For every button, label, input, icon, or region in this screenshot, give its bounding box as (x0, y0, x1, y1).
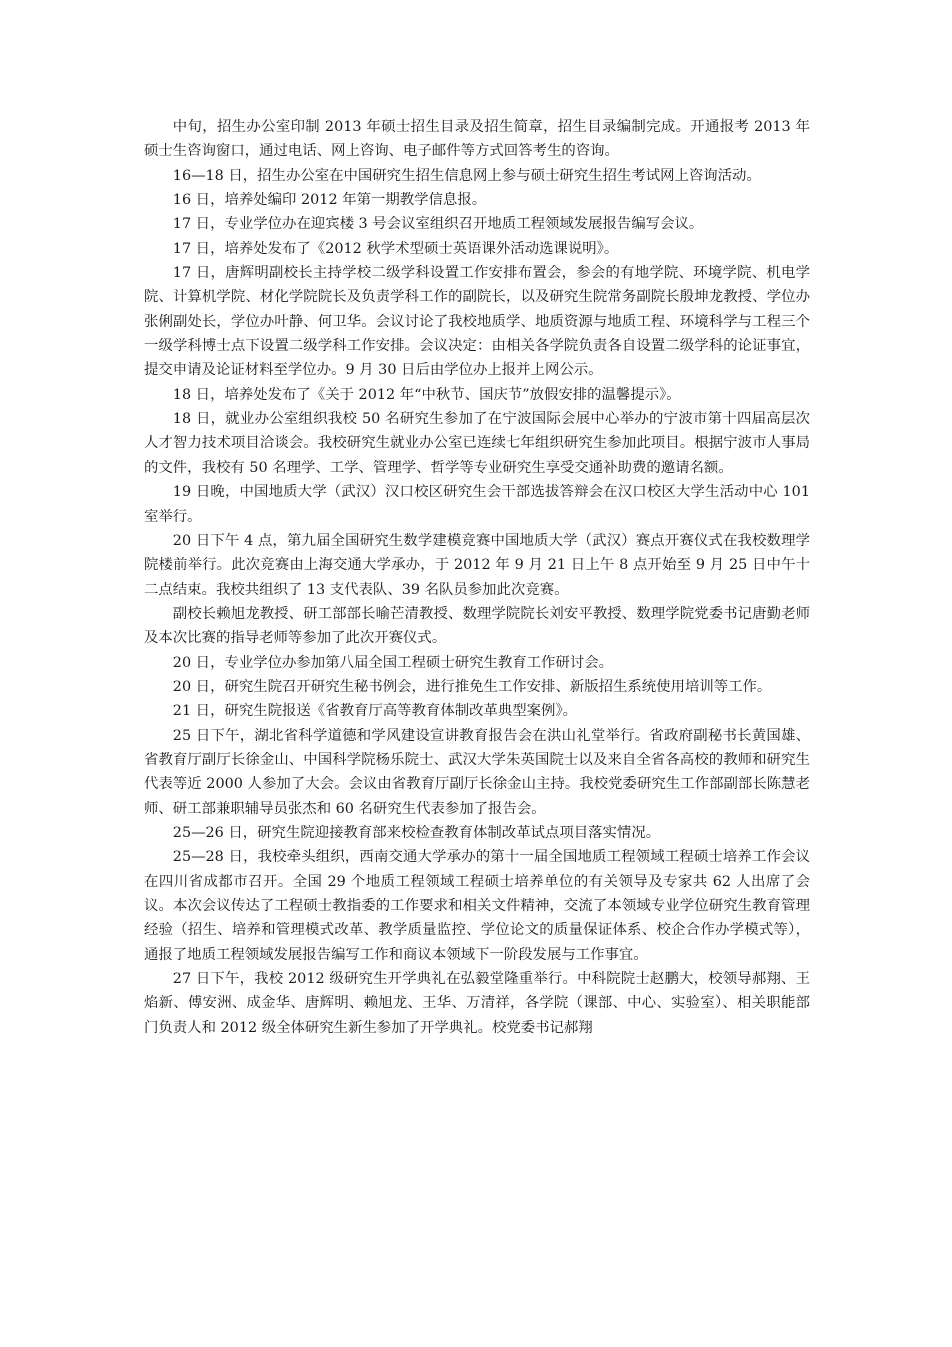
paragraph: 16 日，培养处编印 2012 年第一期教学信息报。 (172, 192, 487, 209)
paragraph: 18 日，就业办公室组织我校 50 名研究生参加了在宁波国际会展中心举办的宁波市第十四届高层次人才智力技术项目洽谈会。我校研究生就业办公室已连续七年组织研究生参加此项目。根据宁波市人事局的文件，我校有 50 名理学、工学、管理学、哲学等专业研究生享受交通补助费的邀请名额。 (144, 411, 810, 476)
paragraph: 20 日下午 4 点，第九届全国研究生数学建模竞赛中国地质大学（武汉）赛点开赛仪式在我校数理学院楼前举行。此次竞赛由上海交通大学承办，于 2012 年 9 月 21 日上午 8 点开始至 9 月 25 日中午十二点结束。我校共组织了 13 支代表队、39 名队员参加此次竞赛。 (144, 532, 810, 598)
paragraph: 17 日，唐辉明副校长主持学校二级学科设置工作安排布置会，参会的有地学院、环境学院、机电学院、计算机学院、材化学院院长及负责学科工作的副院长，以及研究生院常务副院长殷坤龙教授、学位办张俐副处长，学位办叶静、何卫华。会议讨论了我校地质学、地质资源与地质工程、环境科学与工程三个一级学科博士点下设置二级学科工作安排。会议决定：由相关各学院负责各自设置二级学科的论证事宜，提交申请及论证材料至学位办。9 月 30 日后由学位办上报并上网公示。 (144, 265, 810, 379)
paragraph: 16—18 日，招生办公室在中国研究生招生信息网上参与硕士研究生招生考试网上咨询活动。 (172, 167, 761, 184)
paragraph: 27 日下午，我校 2012 级研究生开学典礼在弘毅堂隆重举行。中科院院士赵鹏大，校领导郝翔、王焰新、傅安洲、成金华、唐辉明、赖旭龙、王华、万清祥，各学院（课部、中心、实验室）、相关职能部门负责人和 2012 级全体研究生新生参加了开学典礼。校党委书记郝翔 (144, 971, 810, 1036)
paragraph: 25 日下午，湖北省科学道德和学风建设宣讲教育报告会在洪山礼堂举行。省政府副秘书长黄国雄、省教育厅副厅长徐金山、中国科学院杨乐院士、武汉大学朱英国院士以及来自全省各高校的教师和研究生代表等近 2000 人参加了大会。会议由省教育厅副厅长徐金山主持。我校党委研究生工作部副部长陈慧老师、研工部兼职辅导员张杰和 60 名研究生代表参加了报告会。 (144, 727, 810, 817)
paragraph: 25—26 日，研究生院迎接教育部来校检查教育体制改革试点项目落实情况。 (172, 824, 661, 841)
paragraph: 副校长赖旭龙教授、研工部部长喻芒清教授、数理学院院长刘安平教授、数理学院党委书记唐勤老师及本次比赛的指导老师等参加了此次开赛仪式。 (144, 605, 810, 647)
paragraph: 25—28 日，我校牵头组织，西南交通大学承办的第十一届全国地质工程领域工程硕士培养工作会议在四川省成都市召开。全国 29 个地质工程领域工程硕士培养单位的有关领导及专家共 62 人出席了会议。本次会议传达了工程硕士教指委的工作要求和相关文件精神，交流了本领域专业学位研究生教育管理经验（招生、培养和管理模式改革、教学质量监控、学位论文的质量保证体系、校企合作办学模式等），通报了地质工程领域发展报告编写工作和商议本领域下一阶段发展与工作事宜。 (144, 849, 810, 963)
paragraph: 20 日，研究生院召开研究生秘书例会，进行推免生工作安排、新版招生系统使用培训等工作。 (172, 678, 772, 695)
paragraph: 21 日，研究生院报送《省教育厅高等教育体制改革典型案例》。 (172, 703, 578, 720)
paragraph: 中旬，招生办公室印制 2013 年硕士招生目录及招生简章，招生目录编制完成。开通报考 2013 年硕士生咨询窗口，通过电话、网上咨询、电子邮件等方式回答考生的咨询。 (144, 119, 810, 160)
paragraph: 20 日，专业学位办参加第八届全国工程硕士研究生教育工作研讨会。 (172, 654, 614, 671)
paragraph: 17 日，专业学位办在迎宾楼 3 号会议室组织召开地质工程领域发展报告编写会议。 (172, 216, 704, 233)
paragraph: 18 日，培养处发布了《关于 2012 年“中秋节、国庆节”放假安排的温馨提示》。 (172, 386, 681, 403)
document-body (144, 115, 810, 1040)
paragraph: 17 日，培养处发布了《2012 秋学术型硕士英语课外活动选课说明》。 (172, 240, 619, 257)
paragraph: 19 日晚，中国地质大学（武汉）汉口校区研究生会干部选拔答辩会在汉口校区大学生活动中心 101 室举行。 (144, 484, 810, 525)
